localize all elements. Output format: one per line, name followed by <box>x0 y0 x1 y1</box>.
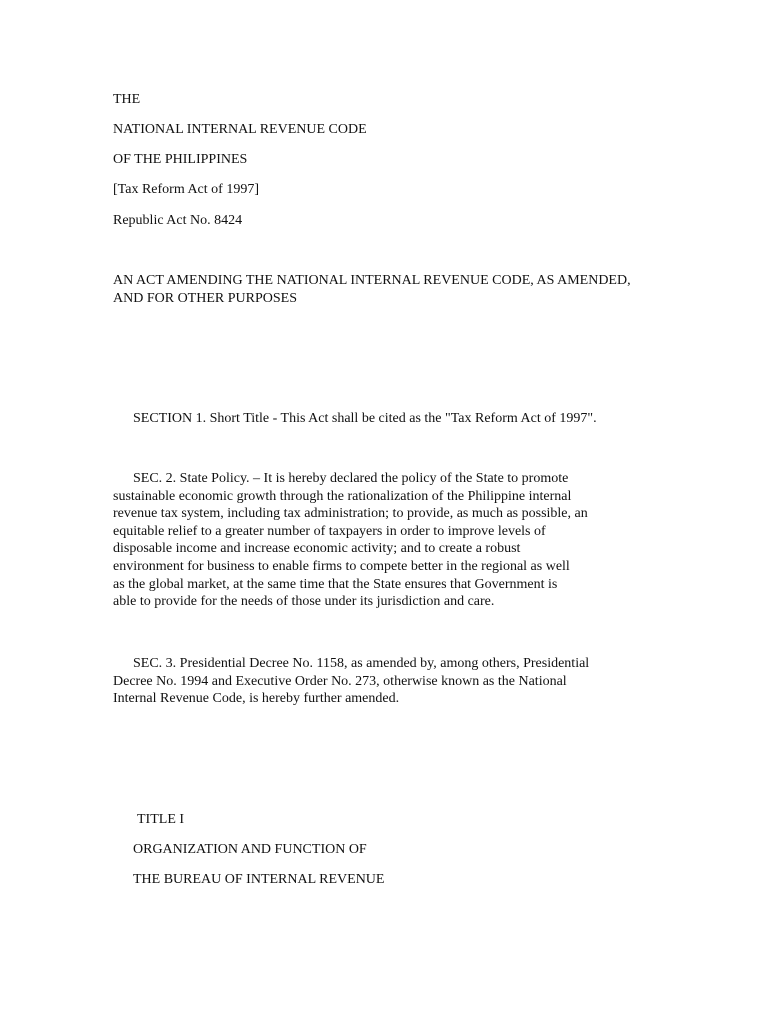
title-1-heading-line-2: THE BUREAU OF INTERNAL REVENUE <box>133 872 385 887</box>
section-3-line: Internal Revenue Code, is hereby further amended. <box>113 691 400 707</box>
heading-republic-act: Republic Act No. 8424 <box>113 213 243 228</box>
section-1: SECTION 1. Short Title - This Act shall be cited as the "Tax Reform Act of 1997". <box>133 411 597 426</box>
act-title-line-2: AND FOR OTHER PURPOSES <box>113 291 297 306</box>
section-2-line: environment for business to enable firms to compete better in the regional as well <box>113 558 570 574</box>
section-2-line: sustainable economic growth through the rationalization of the Philippine internal <box>113 488 572 504</box>
section-3-line: Decree No. 1994 and Executive Order No. 273, otherwise known as the National <box>113 673 567 689</box>
heading-code-name: NATIONAL INTERNAL REVENUE CODE <box>113 122 367 137</box>
title-1-heading-line-1: ORGANIZATION AND FUNCTION OF <box>133 842 367 857</box>
section-2-line: as the global market, at the same time that the State ensures that Government is <box>113 576 558 592</box>
section-2-line: SEC. 2. State Policy. – It is hereby declared the policy of the State to promote <box>133 471 569 486</box>
section-2 <box>113 470 673 611</box>
heading-short-title: [Tax Reform Act of 1997] <box>113 182 259 197</box>
heading-the: THE <box>113 92 141 107</box>
section-3-line: SEC. 3. Presidential Decree No. 1158, as amended by, among others, Presidential <box>133 656 590 671</box>
section-2-line: revenue tax system, including tax administration; to provide, as much as possible, an <box>113 506 588 522</box>
section-2-line: equitable relief to a greater number of taxpayers in order to improve levels of <box>113 523 546 539</box>
section-2-line: disposable income and increase economic activity; and to create a robust <box>113 541 521 557</box>
section-3 <box>113 655 673 708</box>
section-2-line: able to provide for the needs of those under its jurisdiction and care. <box>113 594 495 610</box>
heading-country: OF THE PHILIPPINES <box>113 152 248 167</box>
act-title-line-1: AN ACT AMENDING THE NATIONAL INTERNAL REVENUE CODE, AS AMENDED, <box>113 273 631 288</box>
title-1-label: TITLE I <box>137 812 185 827</box>
